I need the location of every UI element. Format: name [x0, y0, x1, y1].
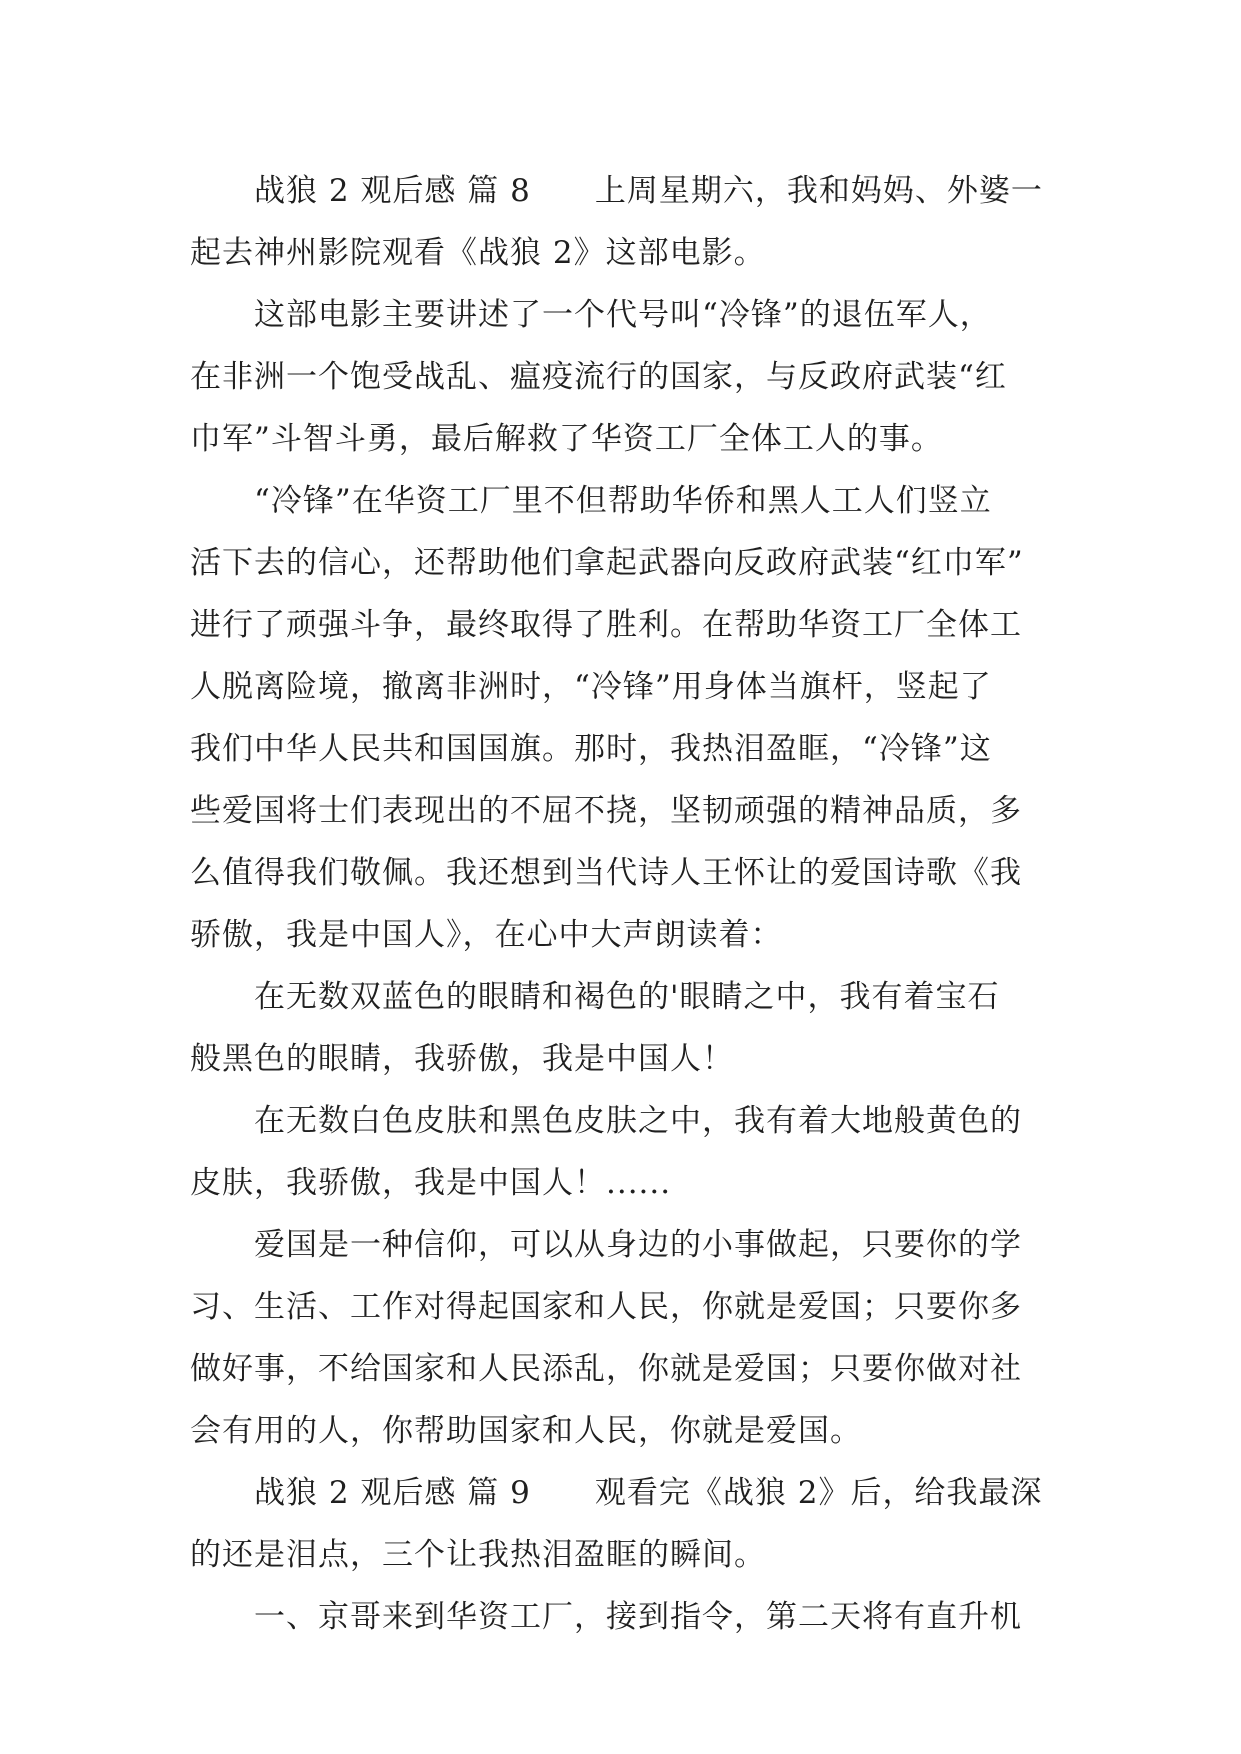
text-line: 在无数双蓝色的眼睛和褐色的'眼睛之中，我有着宝石 [190, 979, 1000, 1015]
article-body [190, 160, 1070, 1648]
text-line: 的还是泪点，三个让我热泪盈眶的瞬间。 [190, 1537, 766, 1573]
text-line: 巾军”斗智斗勇，最后解救了华资工厂全体工人的事。 [190, 421, 943, 457]
text-line: 做好事，不给国家和人民添乱，你就是爱国；只要你做对社 [190, 1351, 1022, 1387]
text-line: 战狼 2 观后感 篇 9 观看完《战狼 2》后，给我最深 [190, 1475, 1043, 1511]
text-line: 爱国是一种信仰，可以从身边的小事做起，只要你的学 [190, 1227, 1022, 1263]
text-line: 进行了顽强斗争，最终取得了胜利。在帮助华资工厂全体工 [190, 607, 1022, 643]
text-line: 些爱国将士们表现出的不屈不挠，坚韧顽强的精神品质，多 [190, 793, 1022, 829]
text-line: 一、京哥来到华资工厂，接到指令，第二天将有直升机 [190, 1599, 1022, 1635]
text-line: 在无数白色皮肤和黑色皮肤之中，我有着大地般黄色的 [190, 1103, 1022, 1139]
text-line: 我们中华人民共和国国旗。那时，我热泪盈眶，“冷锋”这 [190, 731, 992, 767]
text-line: 战狼 2 观后感 篇 8 上周星期六，我和妈妈、外婆一 [190, 173, 1043, 209]
text-line: 起去神州影院观看《战狼 2》这部电影。 [190, 235, 766, 271]
text-line: 活下去的信心，还帮助他们拿起武器向反政府武装“红巾军” [190, 545, 1024, 581]
text-line: 在非洲一个饱受战乱、瘟疫流行的国家，与反政府武装“红 [190, 359, 1007, 395]
text-line: 习、生活、工作对得起国家和人民，你就是爱国；只要你多 [190, 1289, 1022, 1325]
text-line: 么值得我们敬佩。我还想到当代诗人王怀让的爱国诗歌《我 [190, 855, 1022, 891]
text-line: 这部电影主要讲述了一个代号叫“冷锋”的退伍军人， [190, 297, 992, 333]
text-line: “冷锋”在华资工厂里不但帮助华侨和黑人工人们竖立 [190, 483, 992, 519]
text-line: 会有用的人，你帮助国家和人民，你就是爱国。 [190, 1413, 862, 1449]
text-line: 皮肤，我骄傲，我是中国人！...... [190, 1165, 672, 1201]
text-line: 人脱离险境，撤离非洲时，“冷锋”用身体当旗杆，竖起了 [190, 669, 992, 705]
text-line: 骄傲，我是中国人》，在心中大声朗读着： [190, 917, 783, 953]
text-line: 般黑色的眼睛，我骄傲，我是中国人！ [190, 1041, 734, 1077]
